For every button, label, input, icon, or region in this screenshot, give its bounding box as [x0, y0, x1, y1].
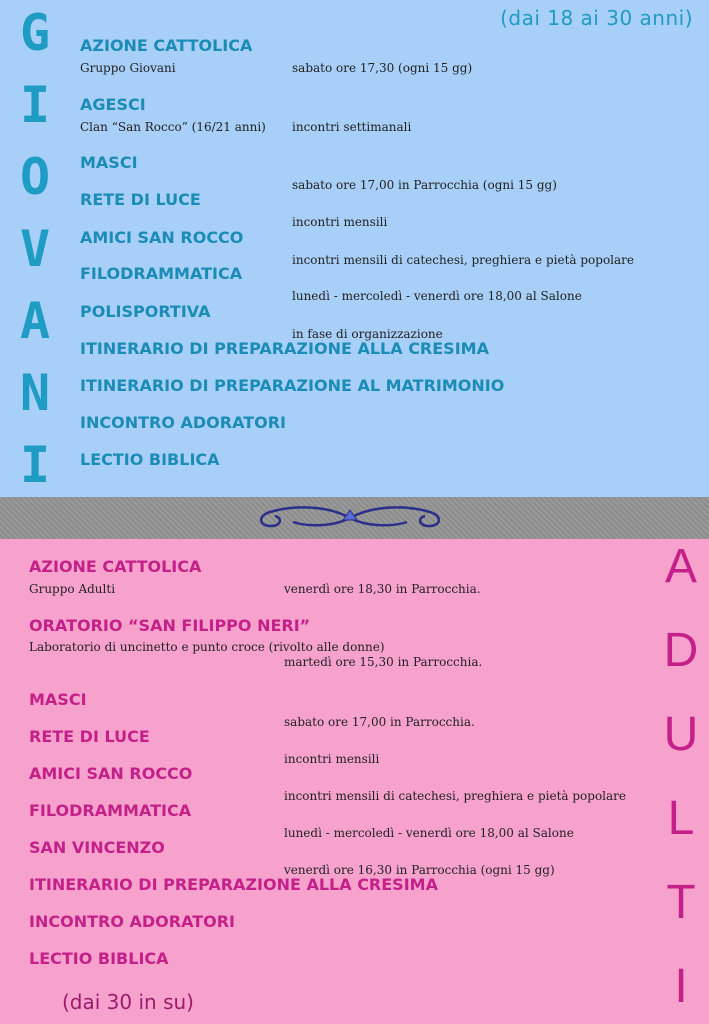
entry-title: INCONTRO ADORATORI [29, 912, 235, 931]
giovani-entry [80, 153, 557, 192]
entry-title: ORATORIO “SAN FILIPPO NERI” [29, 616, 311, 635]
entry-title: MASCI [80, 153, 138, 172]
giovani-side-letter: A [19, 292, 51, 350]
entry-title: AMICI SAN ROCCO [29, 764, 193, 783]
adulti-entry [29, 557, 481, 596]
giovani-entry [80, 339, 489, 358]
entry-title: LECTIO BIBLICA [80, 450, 220, 469]
giovani-side-letter: N [19, 364, 51, 422]
entry-group: Gruppo Adulti [29, 582, 116, 596]
adulti-side-letter: D [663, 624, 699, 677]
entry-schedule: sabato ore 17,30 (ogni 15 gg) [292, 61, 473, 75]
entry-title: AMICI SAN ROCCO [80, 228, 244, 247]
giovani-age-range: (dai 18 ai 30 anni) [500, 6, 693, 30]
adulti-side-letter: A [664, 540, 697, 593]
entry-group: Clan “San Rocco” (16/21 anni) [80, 120, 266, 134]
ornament-flourish-icon [255, 502, 445, 534]
entry-schedule: sabato ore 17,00 in Parrocchia (ogni 15 gg) [292, 178, 557, 192]
giovani-entry [80, 302, 443, 341]
adulti-entry [29, 875, 438, 894]
giovani-side-letter: O [19, 148, 51, 206]
entry-schedule: lunedì - mercoledì - venerdì ore 18,00 al Salone [284, 826, 574, 840]
adulti-entry [29, 764, 626, 803]
adulti-entry [29, 949, 169, 968]
giovani-section [0, 0, 709, 497]
adulti-side-letter: I [674, 960, 688, 1013]
entry-schedule: incontri mensili di catechesi, preghiera e pietà popolare [284, 789, 626, 803]
entry-title: RETE DI LUCE [80, 190, 201, 209]
giovani-entry [80, 264, 582, 303]
giovani-entry [80, 36, 472, 75]
giovani-side-letter: G [19, 4, 51, 62]
giovani-entry [80, 228, 634, 267]
adulti-age-range: (dai 30 in su) [62, 990, 194, 1014]
entry-title: MASCI [29, 690, 87, 709]
entry-schedule: martedì ore 15,30 in Parrocchia. [284, 655, 483, 669]
adulti-section [0, 539, 709, 1024]
entry-schedule: in fase di organizzazione [292, 327, 443, 341]
giovani-entry [80, 413, 286, 432]
entry-title: RETE DI LUCE [29, 727, 150, 746]
entry-title: AZIONE CATTOLICA [80, 36, 253, 55]
adulti-entry [29, 727, 379, 766]
entry-schedule: venerdì ore 16,30 in Parrocchia (ogni 15 gg) [284, 863, 555, 877]
giovani-vertical-title [10, 4, 60, 494]
entry-title: SAN VINCENZO [29, 838, 165, 857]
entry-title: POLISPORTIVA [80, 302, 211, 321]
entry-description: Laboratorio di uncinetto e punto croce (rivolto alle donne) [29, 640, 385, 654]
adulti-side-letter: L [667, 792, 695, 845]
adulti-entry [29, 912, 235, 931]
adulti-entry [29, 690, 475, 729]
giovani-entry [80, 190, 387, 229]
adulti-entry [29, 838, 555, 877]
entry-group: Gruppo Giovani [80, 61, 176, 75]
giovani-entry [80, 95, 411, 134]
adulti-vertical-title [655, 540, 707, 1013]
adulti-entry [29, 616, 482, 669]
entry-schedule: incontri mensili [292, 215, 388, 229]
entry-title: LECTIO BIBLICA [29, 949, 169, 968]
giovani-side-letter: I [19, 436, 51, 494]
adulti-side-letter: T [666, 876, 696, 929]
entry-title: ITINERARIO DI PREPARAZIONE ALLA CRESIMA [29, 875, 438, 894]
entry-schedule: incontri mensili di catechesi, preghiera e pietà popolare [292, 253, 634, 267]
giovani-entry [80, 450, 220, 469]
entry-title: ITINERARIO DI PREPARAZIONE AL MATRIMONIO [80, 376, 505, 395]
giovani-side-letter: I [19, 76, 51, 134]
entry-title: AGESCI [80, 95, 146, 114]
entry-title: FILODRAMMATICA [29, 801, 192, 820]
entry-schedule: sabato ore 17,00 in Parrocchia. [284, 715, 475, 729]
giovani-entry [80, 376, 504, 395]
adulti-side-letter: U [663, 708, 699, 761]
entry-schedule: incontri settimanali [292, 120, 412, 134]
entry-schedule: venerdì ore 18,30 in Parrocchia. [284, 582, 481, 596]
entry-schedule: incontri mensili [284, 752, 380, 766]
adulti-entry [29, 801, 574, 840]
entry-schedule: lunedì - mercoledì - venerdì ore 18,00 al Salone [292, 289, 582, 303]
entry-title: INCONTRO ADORATORI [80, 413, 286, 432]
entry-title: FILODRAMMATICA [80, 264, 243, 283]
giovani-side-letter: V [19, 220, 51, 278]
entry-title: AZIONE CATTOLICA [29, 557, 202, 576]
entry-title: ITINERARIO DI PREPARAZIONE ALLA CRESIMA [80, 339, 489, 358]
